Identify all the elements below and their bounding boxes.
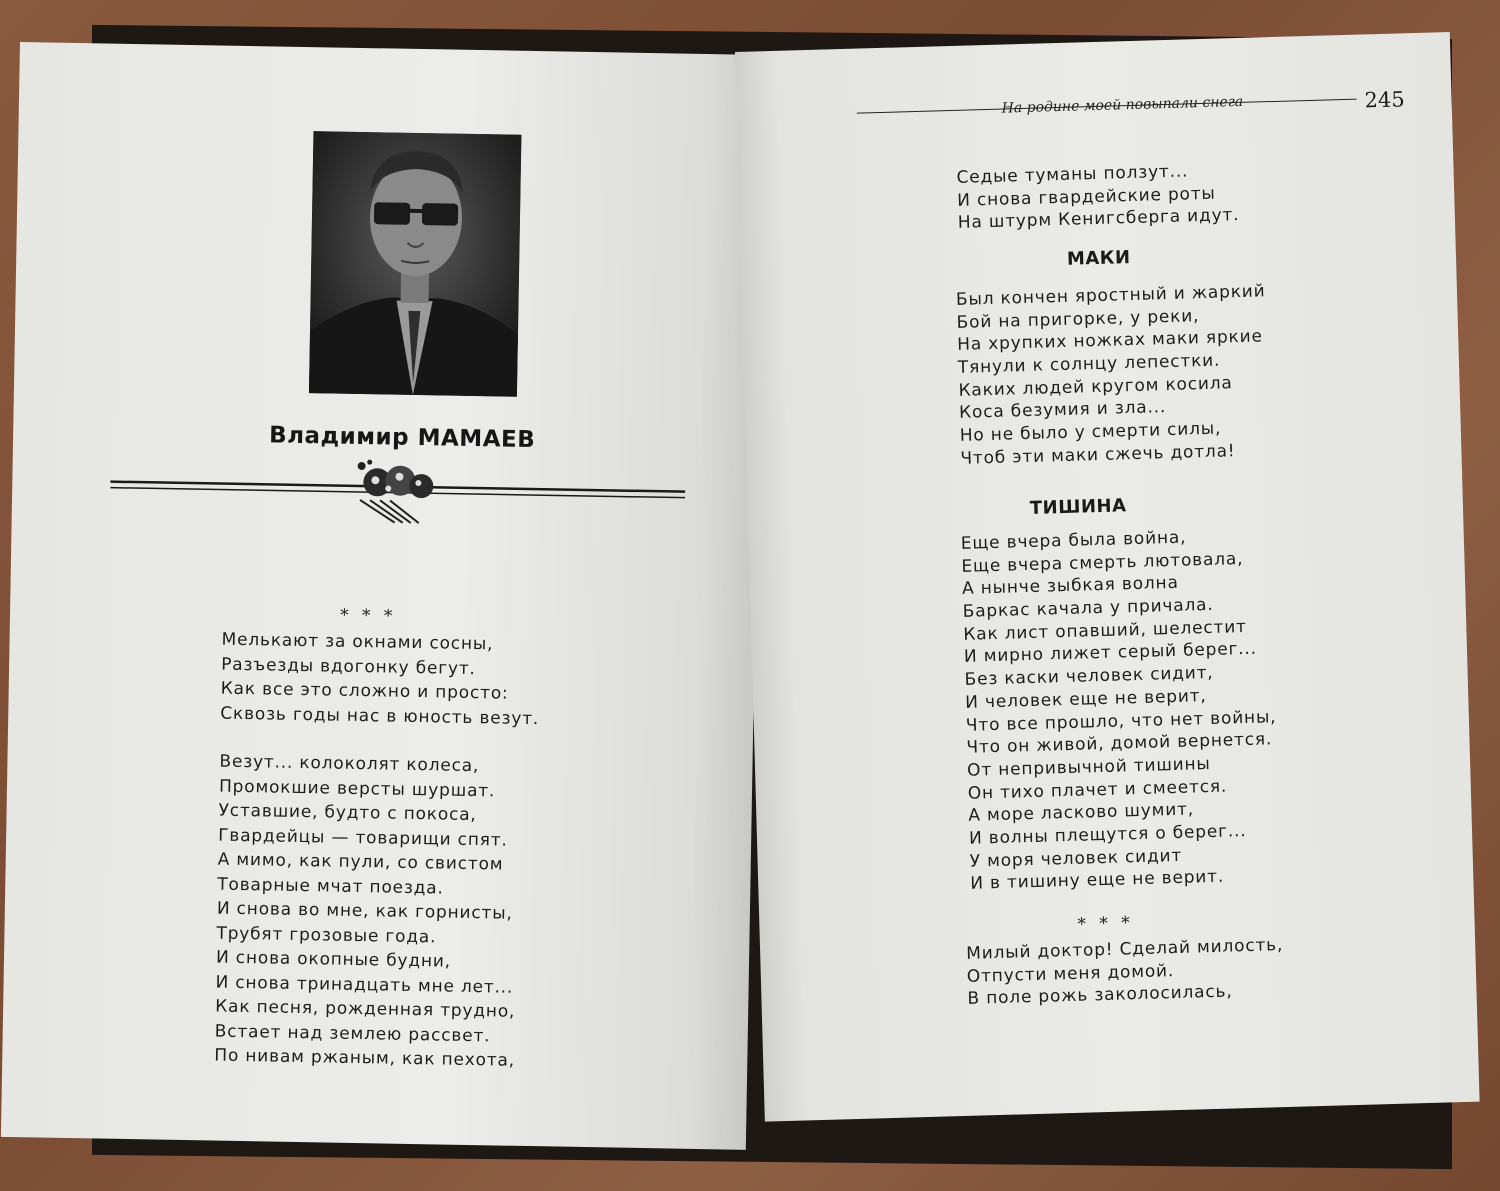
poem-line: Как песня, рожденная трудно, bbox=[215, 996, 516, 1022]
poem-line: Промокшие версты шуршат. bbox=[218, 776, 496, 801]
poem-line: В поле рожь заколосилась, bbox=[967, 981, 1233, 1010]
poem-line: А мимо, как пули, со свистом bbox=[217, 849, 504, 875]
poem-line: Как все это сложно и просто: bbox=[220, 678, 509, 704]
poem-line: А море ласково шумит, bbox=[968, 799, 1195, 827]
poem-tishina bbox=[961, 525, 1282, 897]
poem-line: Милый доктор! Сделай милость, bbox=[965, 935, 1284, 964]
poem-title-maki: МАКИ bbox=[1066, 247, 1131, 270]
poem-maki bbox=[956, 281, 1271, 471]
poem-line: Разъезды вдогонку бегут. bbox=[220, 654, 476, 679]
poem-line: И снова во мне, как горнисты, bbox=[216, 898, 513, 924]
poem-line: Гвардейцы — товарищи спят. bbox=[218, 825, 508, 851]
page-number: 245 bbox=[1364, 87, 1406, 113]
poem-line: Встает над землею рассвет. bbox=[214, 1021, 491, 1046]
poem-line: И волны плещутся о берег... bbox=[968, 820, 1247, 849]
poem-line: Был кончен яростный и жаркий bbox=[955, 281, 1266, 310]
poem-line: И снова гвардейские роты bbox=[956, 183, 1216, 211]
poem-line: Чтоб эти маки сжечь дотла! bbox=[960, 441, 1236, 469]
poem-line: Как лист опавший, шелестит bbox=[963, 616, 1248, 645]
poem-line: И в тишину еще не верит. bbox=[970, 866, 1225, 895]
poem-line: Каких людей кругом косила bbox=[958, 372, 1233, 401]
poem-line: Но не было у смерти силы, bbox=[959, 418, 1222, 446]
poem-line: Он тихо плачет и смеется. bbox=[967, 776, 1228, 804]
poem-line: Коса безумия и зла... bbox=[958, 397, 1167, 424]
author-name: Владимир МАМАЕВ bbox=[268, 422, 536, 454]
poem-line: Что он живой, домой вернется. bbox=[966, 729, 1273, 758]
poem-line: Бой на пригорке, у реки, bbox=[956, 305, 1200, 333]
poem-line: Товарные мчат поезда. bbox=[217, 874, 444, 899]
poem-line: Еще вчера смерть лютовала, bbox=[961, 548, 1244, 577]
poem-line: И мирно лижет серый берег... bbox=[963, 639, 1258, 668]
poem-line: Уставшие, будто с покоса, bbox=[218, 800, 477, 826]
poem-line: Седые туманы ползут... bbox=[956, 161, 1189, 188]
decorative-divider-icon bbox=[109, 454, 685, 544]
poem-line: От непривычной тишины bbox=[966, 753, 1211, 781]
poem-line: И снова тринадцать мне лет... bbox=[215, 972, 514, 998]
poem-line: На штурм Кенигсберга идут. bbox=[957, 205, 1240, 234]
section-stars: * * * bbox=[1077, 913, 1135, 935]
poem-line: Сквозь годы нас в юность везут. bbox=[220, 703, 540, 729]
poem-line: Везут... колоколят колеса, bbox=[219, 751, 480, 777]
poem-left bbox=[214, 630, 540, 1076]
poem-line: А нынче зыбкая волна bbox=[961, 573, 1179, 600]
poem-line: Отпусти меня домой. bbox=[966, 960, 1175, 987]
poem-continuation bbox=[956, 160, 1239, 236]
poem-line: И человек еще не верит, bbox=[964, 685, 1207, 713]
poem-line: Что все прошло, что нет войны, bbox=[965, 706, 1277, 736]
poem-line: Трубят грозовые года. bbox=[216, 923, 437, 947]
poem-line: Мелькают за окнами сосны, bbox=[221, 629, 494, 655]
poem-line: И снова окопные будни, bbox=[215, 947, 452, 972]
poem-line: На хрупких ножках маки яркие bbox=[956, 326, 1263, 356]
running-title: На родине моей повыпали снега bbox=[1001, 93, 1244, 117]
poem-line: Еще вчера была война, bbox=[960, 527, 1187, 554]
left-page bbox=[1, 42, 765, 1150]
poem-line: По нивам ржаным, как пехота, bbox=[214, 1045, 516, 1071]
author-portrait bbox=[309, 131, 522, 397]
poem-line: Тянули к солнцу лепестки. bbox=[957, 350, 1221, 378]
right-page bbox=[735, 32, 1480, 1122]
poem-line: Баркас качала у причала. bbox=[962, 594, 1214, 622]
poem-title-tishina: ТИШИНА bbox=[1029, 495, 1127, 519]
poem-last bbox=[966, 935, 1285, 1012]
poem-line: Без каски человек сидит, bbox=[964, 663, 1214, 690]
poem-line: У моря человек сидит bbox=[969, 845, 1183, 872]
section-stars: * * * bbox=[339, 605, 397, 627]
